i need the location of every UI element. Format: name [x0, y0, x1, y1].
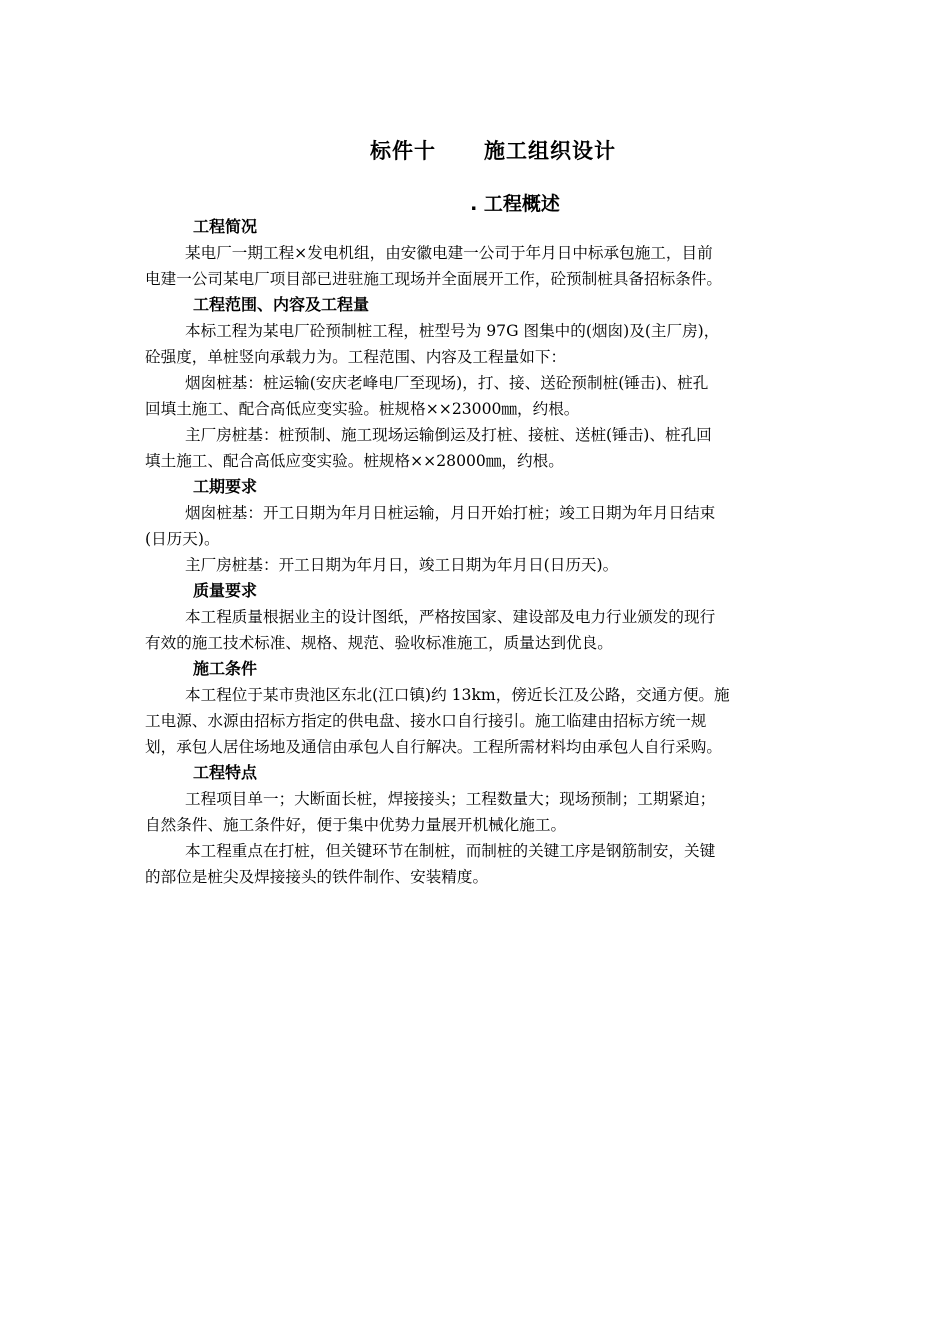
paragraph-line: 某电厂一期工程×发电机组，由安徽电建一公司于年月日中标承包施工，目前 [185, 244, 713, 262]
paragraph [145, 552, 845, 578]
paragraph [145, 318, 845, 370]
paragraph [145, 240, 845, 292]
title-right: 施工组织设计 [484, 139, 616, 163]
document-body [145, 214, 845, 890]
paragraph [145, 604, 845, 656]
paragraph-line: 工电源、水源由招标方指定的供电盘、接水口自行接引。施工临建由招标方统一规 [145, 712, 707, 730]
paragraph-line: 的部位是桩尖及焊接接头的铁件制作、安装精度。 [145, 868, 489, 886]
paragraph-line: 本工程位于某市贵池区东北(江口镇)约 13km，傍近长江及公路，交通方便。施 [185, 686, 730, 704]
paragraph-line: 填土施工、配合高低应变实验。桩规格××28000㎜，约根。 [145, 452, 564, 470]
section-heading: 工程特点 [193, 763, 258, 782]
paragraph-line: 划，承包人居住场地及通信由承包人自行解决。工程所需材料均由承包人自行采购。 [145, 738, 722, 756]
paragraph [145, 500, 845, 552]
paragraph-line: 本标工程为某电厂砼预制桩工程，桩型号为 97G 图集中的(烟囱)及(主厂房)， [185, 322, 720, 340]
chapter-heading: . 工程概述 [470, 193, 560, 215]
paragraph-line: 回填土施工、配合高低应变实验。桩规格××23000㎜，约根。 [145, 400, 580, 418]
paragraph-line: 电建一公司某电厂项目部已进驻施工现场并全面展开工作，砼预制桩具备招标条件。 [145, 270, 722, 288]
paragraph-line: 烟囱桩基：桩运输(安庆老峰电厂至现场)，打、接、送砼预制桩(锤击)、桩孔 [185, 374, 709, 392]
paragraph [145, 838, 845, 890]
paragraph [145, 370, 845, 422]
paragraph-line: 本工程质量根据业主的设计图纸，严格按国家、建设部及电力行业颁发的现行 [185, 608, 716, 626]
section-heading: 质量要求 [193, 581, 258, 600]
section-heading: 工程范围、内容及工程量 [193, 295, 370, 314]
paragraph-line: 自然条件、施工条件好，便于集中优势力量展开机械化施工。 [145, 816, 567, 834]
section-heading: 工期要求 [193, 477, 258, 496]
paragraph-line: 主厂房桩基：桩预制、施工现场运输倒运及打桩、接桩、送桩(锤击)、桩孔回 [185, 426, 712, 444]
paragraph [145, 786, 845, 838]
document-title [0, 135, 950, 165]
paragraph-line: 主厂房桩基：开工日期为年月日，竣工日期为年月日(日历天)。 [185, 556, 619, 574]
paragraph [145, 422, 845, 474]
paragraph-line: 本工程重点在打桩，但关键环节在制桩，而制桩的关键工序是钢筋制安，关键 [185, 842, 716, 860]
section-heading: 工程简况 [193, 217, 258, 236]
paragraph [145, 682, 845, 760]
paragraph-line: 有效的施工技术标准、规格、规范、验收标准施工，质量达到优良。 [145, 634, 613, 652]
paragraph-line: 烟囱桩基：开工日期为年月日桩运输，月日开始打桩；竣工日期为年月日结束 [185, 504, 716, 522]
section-heading: 施工条件 [193, 659, 258, 678]
paragraph-line: (日历天)。 [145, 530, 220, 548]
title-left: 标件十 [370, 139, 436, 163]
paragraph-line: 工程项目单一；大断面长桩，焊接接头；工程数量大；现场预制；工期紧迫； [185, 790, 716, 808]
paragraph-line: 砼强度，单桩竖向承载力为。工程范围、内容及工程量如下： [145, 348, 567, 366]
